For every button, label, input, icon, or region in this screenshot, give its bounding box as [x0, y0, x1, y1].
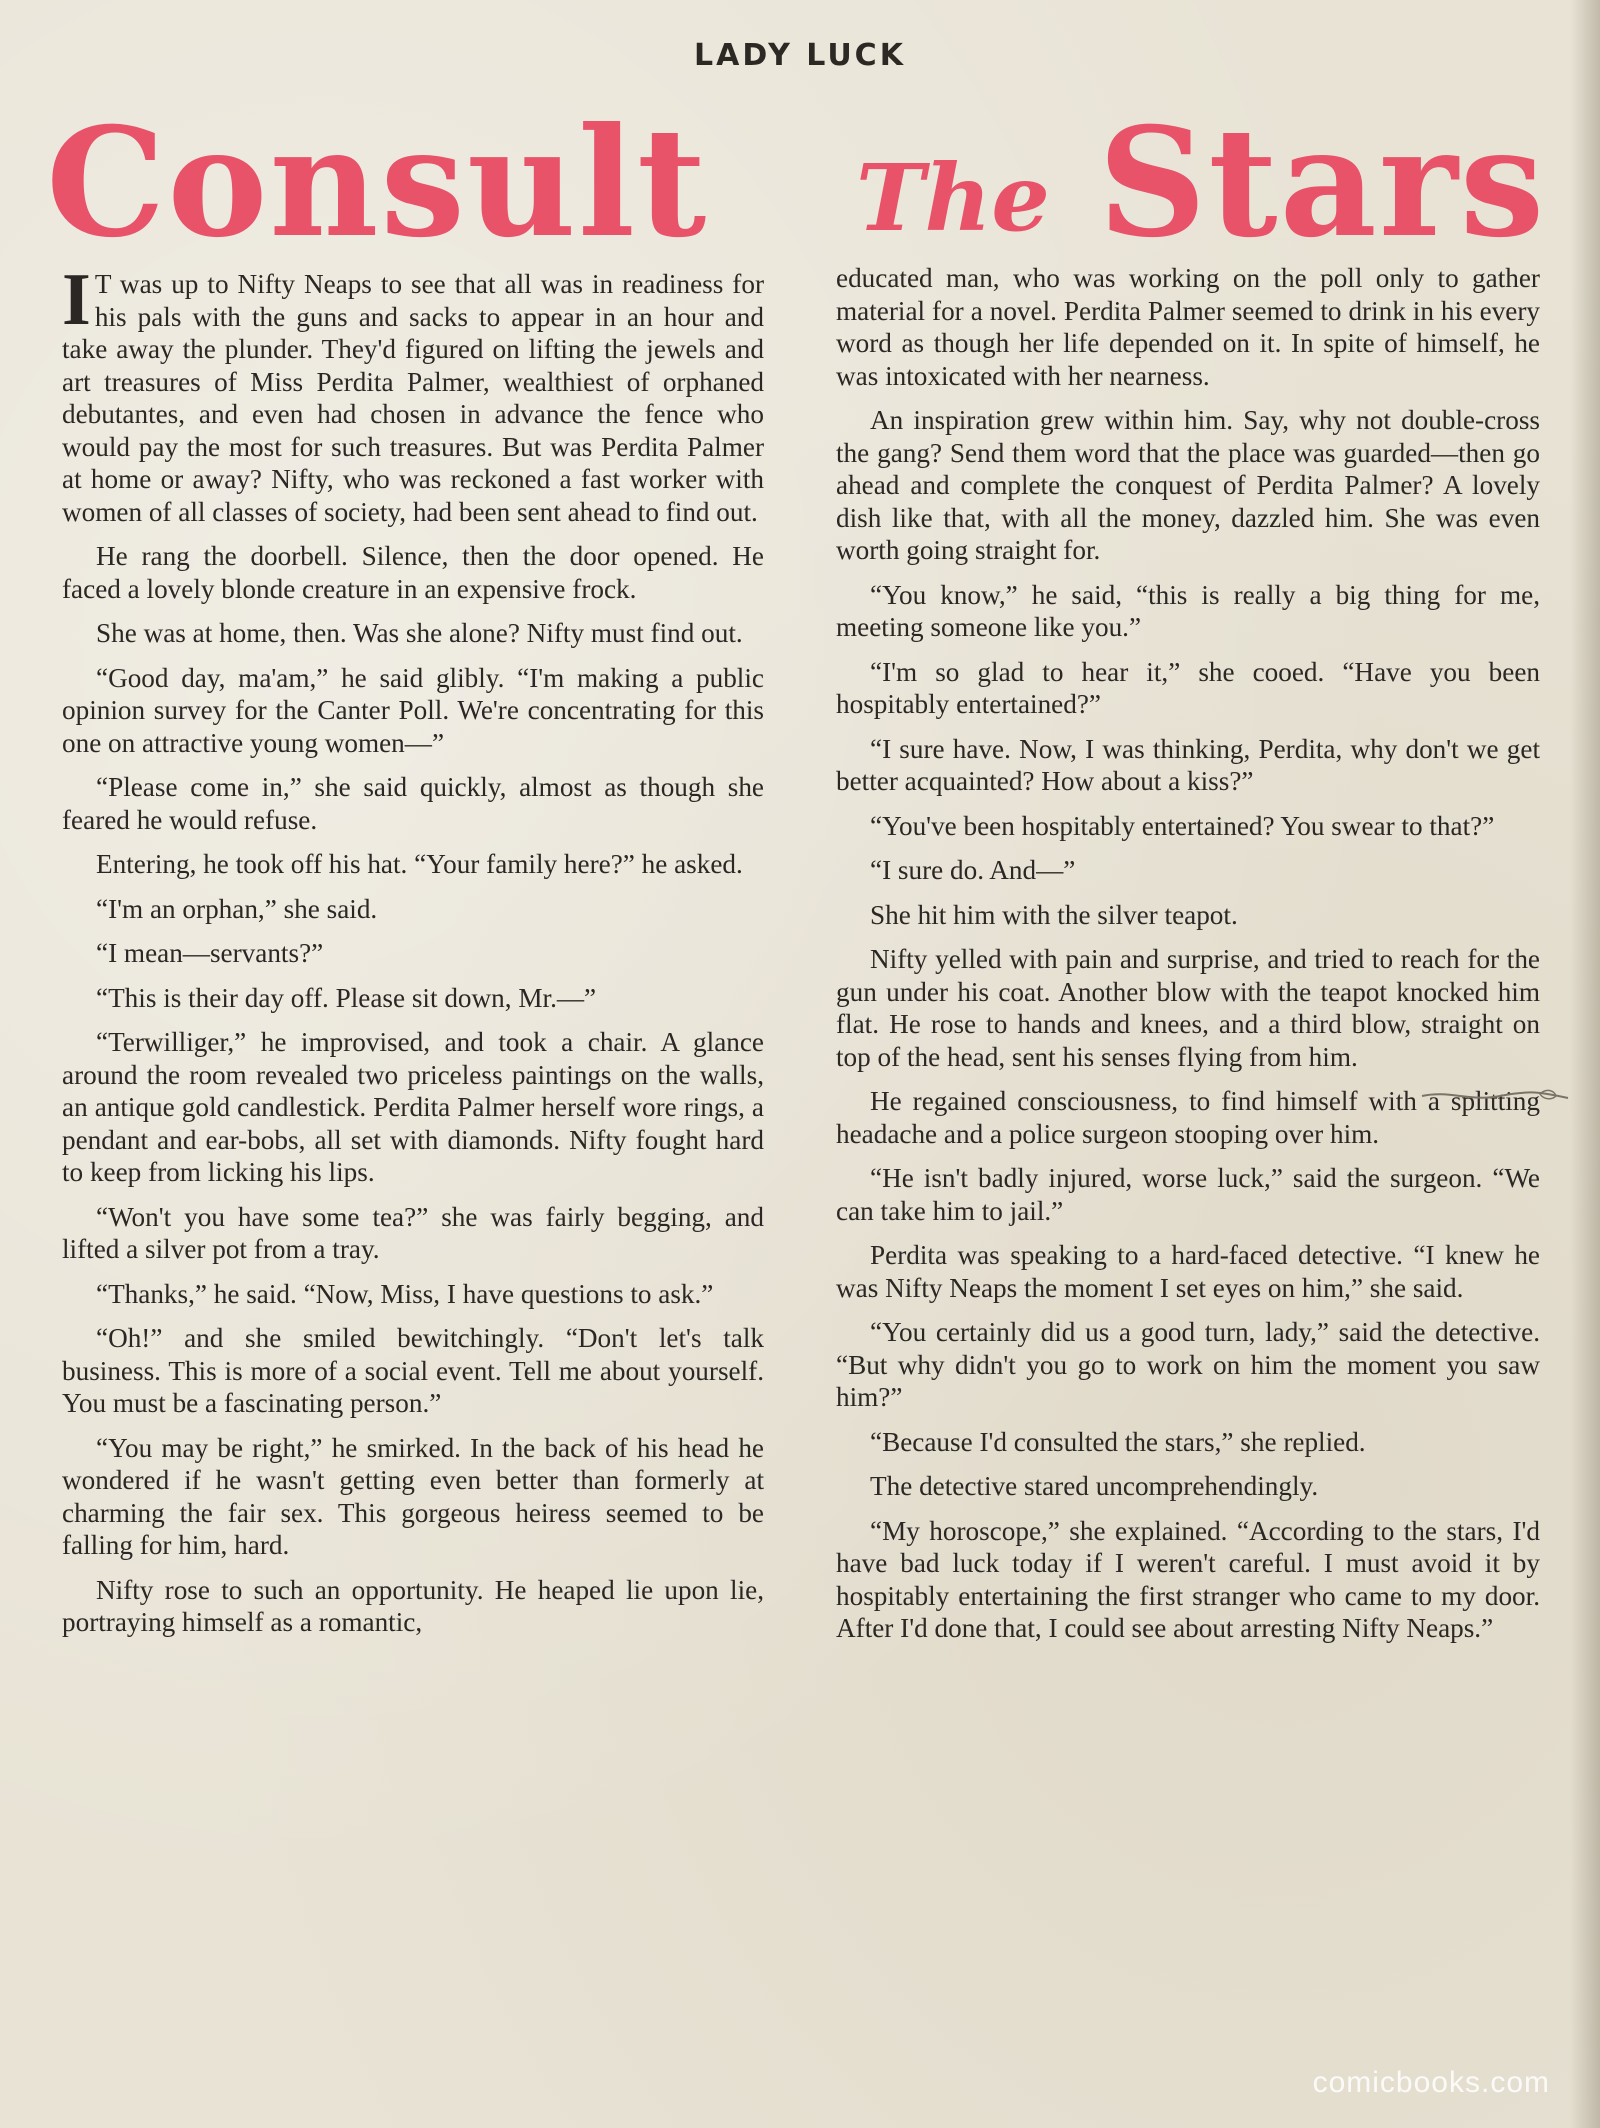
story-paragraph: Nifty rose to such an opportunity. He heaped lie upon lie, portraying himself as a romantic,	[62, 1574, 764, 1637]
story-paragraph: “Oh!” and she smiled bewitchingly. “Don't let's talk business. This is more of a social event. Tell me about yourself. You must be a fascinating person.”	[62, 1323, 764, 1418]
title-word-consult: Consult	[46, 95, 709, 271]
story-paragraph: “I mean—servants?”	[96, 938, 324, 968]
story-paragraph: He rang the doorbell. Silence, then the door opened. He faced a lovely blonde creature in an expensive frock.	[62, 541, 764, 604]
story-paragraph: Perdita was speaking to a hard-faced detective. “I knew he was Nifty Neaps the moment I set eyes on him,” she said.	[836, 1240, 1540, 1303]
story-paragraph: “Good day, ma'am,” he said glibly. “I'm making a public opinion survey for the Canter Poll. We're concentrating for this one on attractive young women—”	[62, 662, 764, 758]
story-paragraph: “This is their day off. Please sit down, Mr.—”	[96, 982, 597, 1013]
story-paragraph: “I'm an orphan,” she said.	[96, 893, 378, 924]
story-paragraph: The detective stared uncomprehendingly.	[870, 1471, 1319, 1501]
story-paragraph: “I'm so glad to hear it,” she cooed. “Have you been hospitably entertained?”	[836, 656, 1540, 719]
story-paragraph: “You certainly did us a good turn, lady,” said the detective. “But why didn't you go to work on him the moment you saw him?”	[836, 1317, 1540, 1412]
story-paragraph: “My horoscope,” she explained. “According to the stars, I'd have bad luck today if I weren't careful. I must avoid it by hospitably entertaining the first stranger who came to my door. After I'd done that, I could see about arresting Nifty Neaps.”	[836, 1515, 1540, 1643]
story-paragraph: “I sure have. Now, I was thinking, Perdita, why don't we get better acquainted? How about a kiss?”	[836, 733, 1540, 796]
page-edge-shadow	[1570, 0, 1600, 2128]
story-paragraph: I T was up to Nifty Neaps to see that all was in readiness for his pals with the guns and sacks to appear in an hour and take away the plunder. They'd figured on lifting the jewels and art treasures of Miss Perdita Palmer, wealthiest of orphaned debutantes, and even had chosen in advance the fence who would pay the most for such treasures. But was Perdita Palmer at home or away? Nifty, who was reckoned a fast worker with women of all classes of society, had been sent ahead to find out.	[62, 259, 764, 527]
story-paragraph: “Thanks,” he said. “Now, Miss, I have questions to ask.”	[96, 1278, 714, 1309]
story-paragraph: Entering, he took off his hat. “Your family here?” he asked.	[96, 849, 743, 879]
story-paragraph: “You know,” he said, “this is really a big thing for me, meeting someone like you.”	[836, 579, 1540, 642]
watermark: comicbooks.com	[1312, 2066, 1550, 2099]
story-paragraph: She hit him with the silver teapot.	[870, 899, 1238, 930]
story-paragraph: “Won't you have some tea?” she was fairly begging, and lifted a silver pot from a tray.	[62, 1201, 764, 1264]
story-left-column	[62, 259, 764, 1651]
story-paragraph: He regained consciousness, to find himself with a splitting headache and a police surgeon stooping over him.	[836, 1086, 1540, 1149]
story-paragraph: “Please come in,” she said quickly, almost as though she feared he would refuse.	[62, 772, 764, 835]
story-paragraph: “You may be right,” he smirked. In the back of his head he wondered if he wasn't getting even better than formerly at charming the fair sex. This gorgeous heiress seemed to be falling for him, hard.	[62, 1432, 764, 1560]
paper-tear-mark	[1420, 1084, 1570, 1108]
story-paragraph: Nifty yelled with pain and surprise, and tried to reach for the gun under his coat. Another blow with the teapot knocked him flat. He rose to hands and knees, and a third blow, straight on top of the head, sent his senses flying from him.	[836, 944, 1540, 1072]
story-paragraph: “He isn't badly injured, worse luck,” said the surgeon. “We can take him to jail.”	[836, 1163, 1540, 1226]
title-word-stars: Stars	[1098, 95, 1547, 271]
story-paragraph: “You've been hospitably entertained? You swear to that?”	[870, 810, 1495, 841]
story-paragraph: She was at home, then. Was she alone? Nifty must find out.	[96, 618, 743, 648]
title-word-the: The	[856, 144, 1050, 252]
story-paragraph: “Terwilliger,” he improvised, and took a chair. A glance around the room revealed two priceless paintings on the walls, an antique gold candlestick. Perdita Palmer herself wore rings, a pendant and ear-bobs, all set with diamonds. Nifty fought hard to keep from licking his lips.	[62, 1027, 764, 1187]
magazine-header: LADY LUCK	[694, 38, 906, 73]
story-paragraph: “Because I'd consulted the stars,” she replied.	[870, 1426, 1366, 1457]
story-paragraph: An inspiration grew within him. Say, why not double-cross the gang? Send them word that the place was guarded—then go ahead and complete the conquest of Perdita Palmer? A lovely dish like that, with all the money, dazzled him. She was even worth going straight for.	[836, 405, 1540, 565]
story-right-column	[836, 262, 1540, 1657]
drop-cap: I	[62, 259, 91, 341]
story-paragraph: “I sure do. And—”	[870, 855, 1076, 885]
story-paragraph: educated man, who was working on the poll only to gather material for a novel. Perdita Palmer seemed to drink in his every word as though her life depended on it. In spite of himself, he was intoxicated with her nearness.	[836, 263, 1540, 391]
